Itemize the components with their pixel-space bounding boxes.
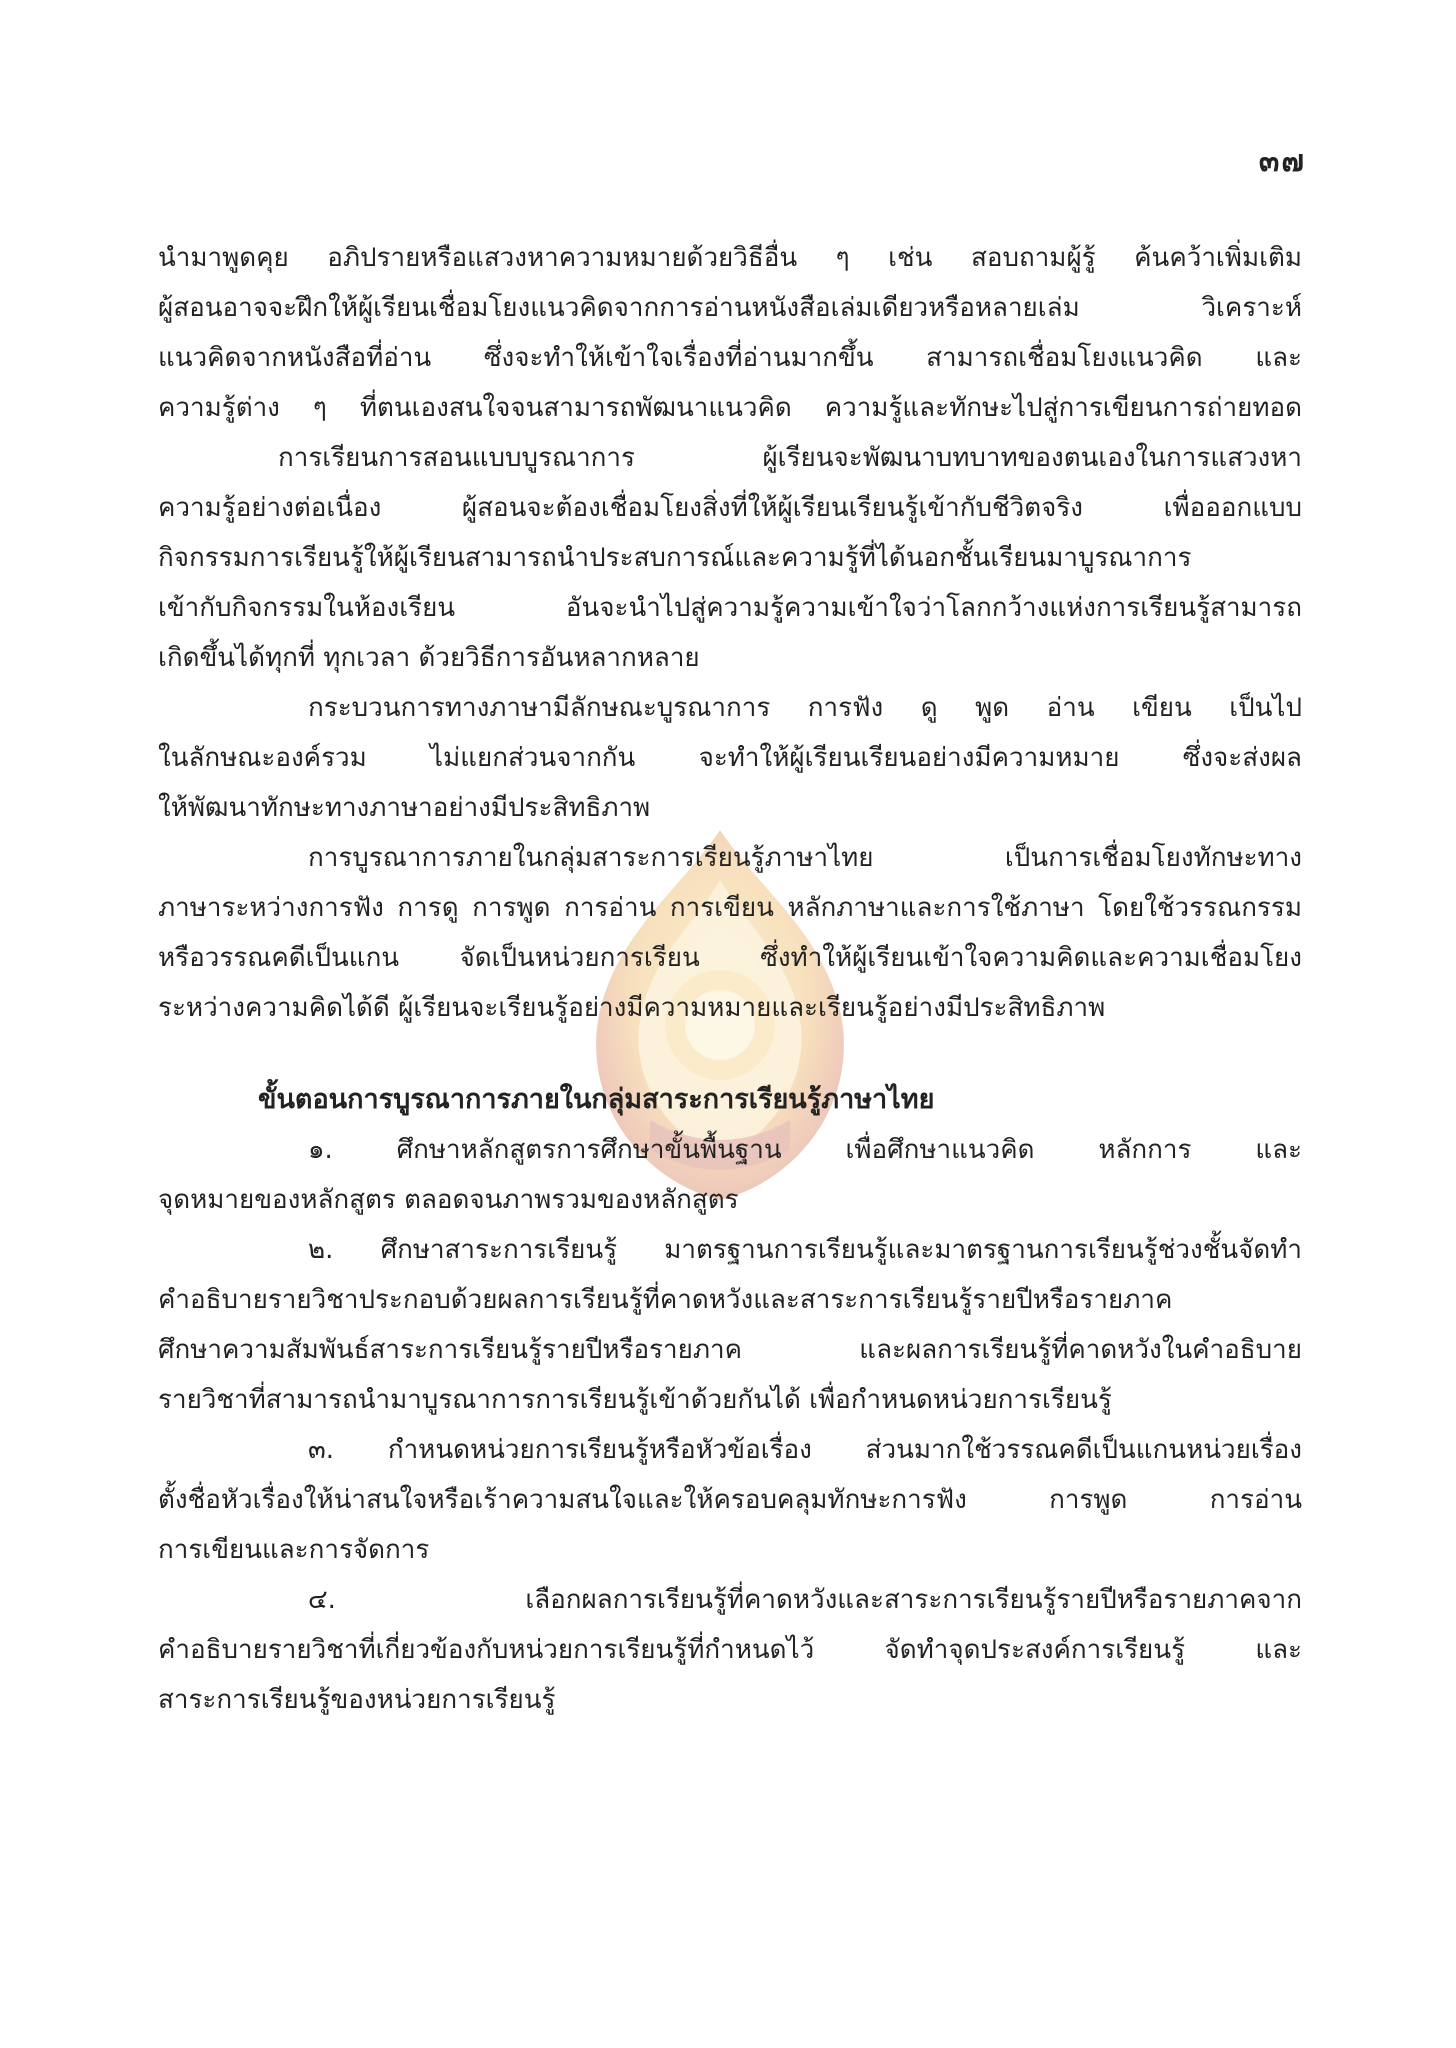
- paragraph-line: นำมาพูดคุย อภิปรายหรือแสวงหาความหมายด้วยวิธีอื่น ๆ เช่น สอบถามผู้รู้ ค้นคว้าเพิ่มเติม: [158, 243, 1302, 273]
- step-line: ๓. กำหนดหน่วยการเรียนรู้หรือหัวข้อเรื่อง ส่วนมากใช้วรรณคดีเป็นแกนหน่วยเรื่อง: [308, 1435, 1302, 1465]
- paragraph-line: กระบวนการทางภาษามีลักษณะบูรณาการ การฟัง ดู พูด อ่าน เขียน เป็นไป: [308, 693, 1302, 723]
- paragraph-line: ระหว่างความคิดได้ดี ผู้เรียนจะเรียนรู้อย่างมีความหมายและเรียนรู้อย่างมีประสิทธิภาพ: [158, 993, 1106, 1023]
- paragraph-line: แนวคิดจากหนังสือที่อ่าน ซึ่งจะทำให้เข้าใจเรื่องที่อ่านมากขึ้น สามารถเชื่อมโยงแนวคิด และ: [158, 343, 1302, 373]
- step-line: คำอธิบายรายวิชาที่เกี่ยวข้องกับหน่วยการเรียนรู้ที่กำหนดไว้ จัดทำจุดประสงค์การเรียนรู้ และ: [158, 1635, 1302, 1665]
- step-line: ๑. ศึกษาหลักสูตรการศึกษาขั้นพื้นฐาน เพื่อศึกษาแนวคิด หลักการ และ: [308, 1135, 1302, 1165]
- paragraph-line: ให้พัฒนาทักษะทางภาษาอย่างมีประสิทธิภาพ: [158, 793, 651, 823]
- paragraph-line: ความรู้ต่าง ๆ ที่ตนเองสนใจจนสามารถพัฒนาแนวคิด ความรู้และทักษะไปสู่การเขียนการถ่ายทอด: [158, 393, 1302, 423]
- paragraph-line: ความรู้อย่างต่อเนื่อง ผู้สอนจะต้องเชื่อมโยงสิ่งที่ให้ผู้เรียนเรียนรู้เข้ากับชีวิตจริง เพื่อออกแบบ: [158, 493, 1302, 523]
- paragraph-line: ในลักษณะองค์รวม ไม่แยกส่วนจากกัน จะทำให้ผู้เรียนเรียนอย่างมีความหมาย ซึ่งจะส่งผล: [158, 743, 1302, 773]
- paragraph-line: การเรียนการสอนแบบบูรณาการ ผู้เรียนจะพัฒนาบทบาทของตนเองในการแสวงหา: [278, 443, 1302, 473]
- paragraph-line: เข้ากับกิจกรรมในห้องเรียน อันจะนำไปสู่ความรู้ความเข้าใจว่าโลกกว้างแห่งการเรียนรู้สามารถ: [158, 593, 1302, 623]
- paragraph-line: เกิดขึ้นได้ทุกที่ ทุกเวลา ด้วยวิธีการอันหลากหลาย: [158, 643, 700, 673]
- paragraph-line: ภาษาระหว่างการฟัง การดู การพูด การอ่าน การเขียน หลักภาษาและการใช้ภาษา โดยใช้วรรณกรรม: [158, 893, 1302, 923]
- step-line: คำอธิบายรายวิชาประกอบด้วยผลการเรียนรู้ที่คาดหวังและสาระการเรียนรู้รายปีหรือรายภาค: [158, 1285, 1173, 1315]
- paragraph-line: กิจกรรมการเรียนรู้ให้ผู้เรียนสามารถนำประสบการณ์และความรู้ที่ได้นอกชั้นเรียนมาบูรณาการ: [158, 543, 1192, 573]
- step-line: สาระการเรียนรู้ของหน่วยการเรียนรู้: [158, 1685, 556, 1715]
- step-line: ๔. เลือกผลการเรียนรู้ที่คาดหวังและสาระการเรียนรู้รายปีหรือรายภาคจาก: [308, 1585, 1302, 1615]
- step-line: จุดหมายของหลักสูตร ตลอดจนภาพรวมของหลักสูตร: [158, 1185, 739, 1215]
- paragraph-line: การบูรณาการภายในกลุ่มสาระการเรียนรู้ภาษาไทย เป็นการเชื่อมโยงทักษะทาง: [308, 843, 1302, 873]
- page-number: ๓๗: [1258, 144, 1306, 179]
- paragraph-line: ผู้สอนอาจจะฝึกให้ผู้เรียนเชื่อมโยงแนวคิดจากการอ่านหนังสือเล่มเดียวหรือหลายเล่ม วิเคราะห์: [158, 293, 1302, 323]
- step-line: ตั้งชื่อหัวเรื่องให้น่าสนใจหรือเร้าความสนใจและให้ครอบคลุมทักษะการฟัง การพูด การอ่าน: [158, 1485, 1302, 1515]
- step-line: ศึกษาความสัมพันธ์สาระการเรียนรู้รายปีหรือรายภาค และผลการเรียนรู้ที่คาดหวังในคำอธิบาย: [158, 1335, 1302, 1365]
- section-heading: ขั้นตอนการบูรณาการภายในกลุ่มสาระการเรียนรู้ภาษาไทย: [258, 1084, 935, 1115]
- step-line: ๒. ศึกษาสาระการเรียนรู้ มาตรฐานการเรียนรู้และมาตรฐานการเรียนรู้ช่วงชั้นจัดทำ: [308, 1235, 1302, 1265]
- step-line: การเขียนและการจัดการ: [158, 1535, 430, 1565]
- paragraph-line: หรือวรรณคดีเป็นแกน จัดเป็นหน่วยการเรียน ซึ่งทำให้ผู้เรียนเข้าใจความคิดและความเชื่อมโยง: [158, 943, 1302, 973]
- step-line: รายวิชาที่สามารถนำมาบูรณาการการเรียนรู้เข้าด้วยกันได้ เพื่อกำหนดหน่วยการเรียนรู้: [158, 1385, 1112, 1415]
